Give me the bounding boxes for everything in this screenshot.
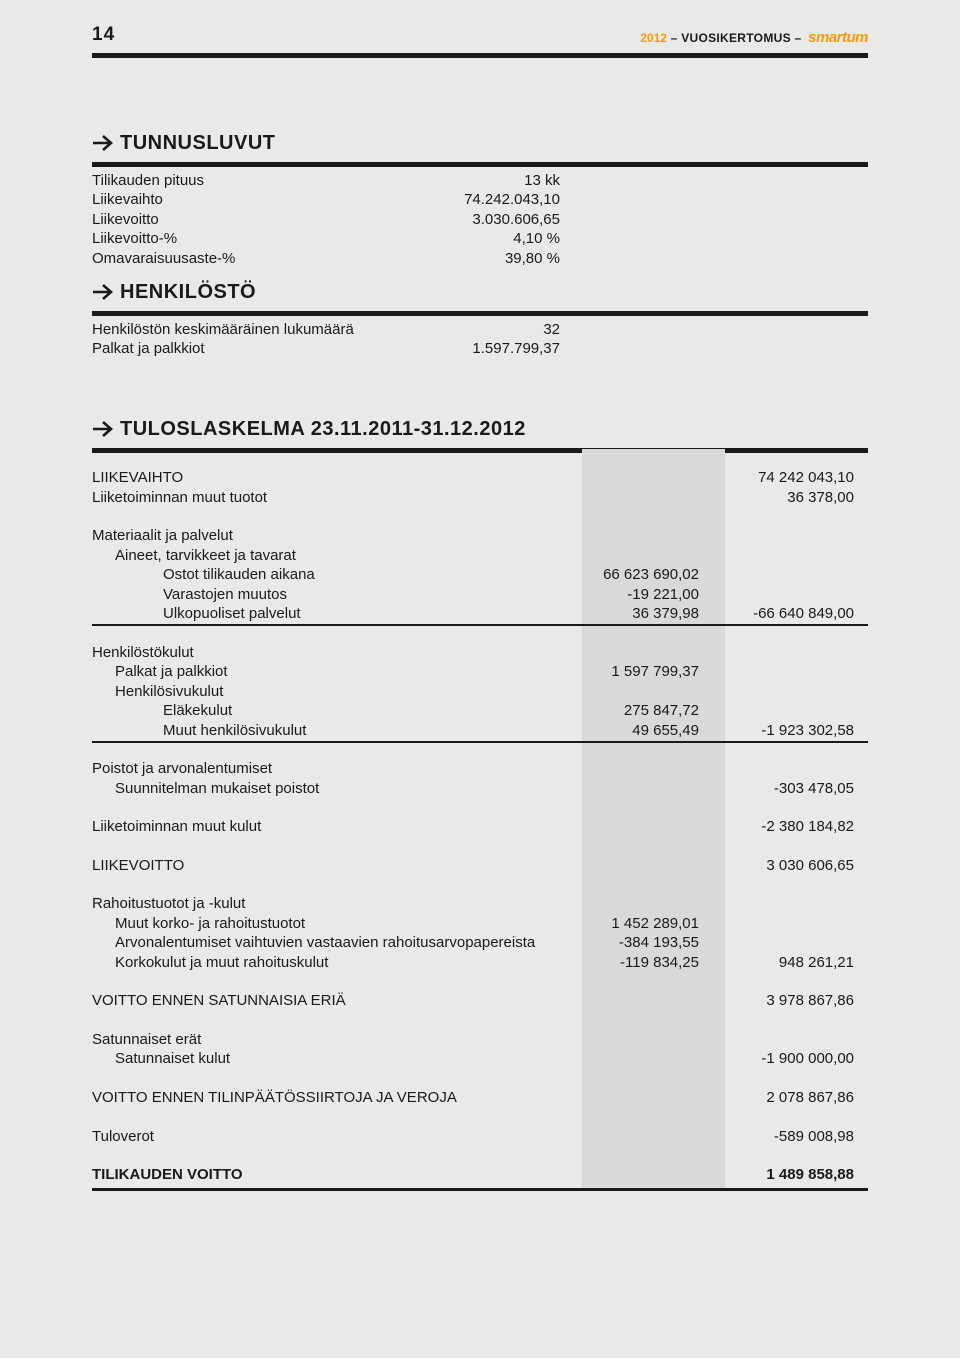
row-subtotal: 275 847,72 (623, 702, 699, 719)
kv-value: 13 kk (524, 172, 560, 189)
row-label: VOITTO ENNEN SATUNNAISIA ERIÄ (92, 992, 346, 1009)
row-total: -303 478,05 (773, 780, 854, 797)
table-row (92, 604, 868, 623)
table-row (92, 546, 868, 565)
row-total: 74 242 043,10 (758, 469, 854, 486)
section-divider (92, 741, 868, 743)
section-title (92, 132, 868, 154)
header-title: – VUOSIKERTOMUS – (666, 31, 806, 45)
row-subtotal: 36 379,98 (632, 605, 699, 622)
kv-value: 39,80 % (504, 249, 560, 267)
row-label: Materiaalit ja palvelut (92, 527, 233, 544)
table-row (92, 933, 868, 952)
table-row (92, 894, 868, 913)
row-label: Liiketoiminnan muut kulut (92, 818, 262, 835)
henkilosto-title: HENKILÖSTÖ (120, 280, 257, 303)
row-subtotal: -384 193,55 (618, 934, 699, 951)
row-total: 948 261,21 (778, 954, 854, 971)
row-label: TILIKAUDEN VOITTO (92, 1166, 243, 1183)
table-row (92, 526, 868, 545)
table-row (92, 1088, 868, 1107)
row-subtotal: 49 655,49 (632, 722, 699, 739)
row-subtotal: 1 597 799,37 (611, 663, 699, 680)
row-label: Liiketoiminnan muut tuotot (92, 489, 268, 506)
table-row (92, 1165, 868, 1184)
table-row (92, 953, 868, 972)
table-row (92, 701, 868, 720)
table-row (92, 488, 868, 507)
table-row (92, 1030, 868, 1049)
table-row (92, 682, 868, 701)
table-row (92, 468, 868, 487)
kv-row (92, 249, 560, 268)
row-total: -589 008,98 (773, 1128, 854, 1145)
row-subtotal: 66 623 690,02 (603, 566, 699, 583)
row-label: Satunnaiset kulut (115, 1050, 231, 1067)
header-year: 2012 (640, 31, 667, 45)
row-total: 2 078 867,86 (766, 1089, 854, 1106)
row-label: Muut korko- ja rahoitustuotot (115, 915, 306, 932)
row-total: -1 900 000,00 (761, 1050, 854, 1067)
row-label: Poistot ja arvonalentumiset (92, 760, 273, 777)
row-total: -66 640 849,00 (753, 605, 854, 622)
kv-value: 74.242.043,10 (464, 191, 560, 209)
smartum-logo: smartum (808, 29, 868, 46)
row-total: 3 978 867,86 (766, 992, 854, 1009)
row-label: Henkilösivukulut (115, 683, 224, 700)
henkilosto-list (92, 320, 560, 359)
header-rule (92, 53, 868, 58)
page-header (92, 22, 868, 50)
total-divider (92, 1188, 868, 1191)
kv-label: Liikevoitto-% (92, 230, 178, 248)
kv-row (92, 229, 560, 248)
row-label: VOITTO ENNEN TILINPÄÄTÖSSIIRTOJA JA VEROJA (92, 1089, 457, 1106)
row-label: Arvonalentumiset vaihtuvien vastaavien rahoitusarvopapereista (115, 934, 536, 951)
section-rule (92, 162, 868, 167)
row-total: -1 923 302,58 (761, 722, 854, 739)
section-title (92, 281, 868, 303)
section-title (92, 418, 868, 440)
kv-value: 4,10 % (513, 230, 560, 248)
kv-label: Omavaraisuusaste-% (92, 249, 236, 267)
row-subtotal: -119 834,25 (620, 954, 699, 971)
page-number: 14 (92, 24, 116, 45)
kv-row (92, 320, 560, 339)
section-tunnusluvut (92, 132, 868, 167)
section-divider (92, 624, 868, 626)
table-row (92, 1127, 868, 1146)
arrow-right-icon (92, 283, 114, 301)
kv-row (92, 339, 560, 358)
kv-value: 32 (543, 321, 560, 338)
arrow-right-icon (92, 134, 114, 152)
kv-label: Liikevaihto (92, 191, 163, 209)
tunnusluvut-title: TUNNUSLUVUT (120, 131, 276, 154)
arrow-right-icon (92, 420, 114, 438)
row-label: Korkokulut ja muut rahoituskulut (115, 954, 329, 971)
row-label: LIIKEVAIHTO (92, 469, 184, 486)
row-label: Henkilöstökulut (92, 644, 194, 661)
row-total: 36 378,00 (787, 489, 854, 506)
section-tuloslaskelma (92, 418, 868, 453)
row-label: Ulkopuoliset palvelut (163, 605, 301, 622)
kv-row (92, 190, 560, 209)
kv-label: Tilikauden pituus (92, 172, 205, 189)
table-row (92, 721, 868, 740)
row-label: Muut henkilösivukulut (163, 722, 307, 739)
table-row (92, 914, 868, 933)
row-label: Aineet, tarvikkeet ja tavarat (115, 547, 296, 564)
row-label: Eläkekulut (163, 702, 233, 719)
row-total: -2 380 184,82 (761, 818, 854, 835)
row-label: Palkat ja palkkiot (115, 663, 228, 680)
kv-value: 3.030.606,65 (472, 210, 560, 228)
row-label: Rahoitustuotot ja -kulut (92, 895, 246, 912)
table-row (92, 565, 868, 584)
kv-value: 1.597.799,37 (472, 340, 560, 358)
header-title-group (640, 29, 868, 46)
section-henkilosto (92, 281, 868, 316)
section-rule (92, 311, 868, 316)
table-row (92, 817, 868, 836)
kv-label: Liikevoitto (92, 210, 159, 228)
kv-label: Palkat ja palkkiot (92, 340, 205, 358)
row-label: Ostot tilikauden aikana (163, 566, 315, 583)
kv-row (92, 171, 560, 190)
row-label: Satunnaiset erät (92, 1031, 202, 1048)
kv-label: Henkilöstön keskimääräinen lukumäärä (92, 321, 354, 338)
table-row (92, 856, 868, 875)
row-total: 3 030 606,65 (766, 857, 854, 874)
row-label: Suunnitelman mukaiset poistot (115, 780, 320, 797)
table-row (92, 759, 868, 778)
row-subtotal: 1 452 289,01 (611, 915, 699, 932)
table-row (92, 779, 868, 798)
kv-row (92, 210, 560, 229)
row-subtotal: -19 221,00 (627, 586, 699, 603)
table-row (92, 662, 868, 681)
row-total: 1 489 858,88 (766, 1166, 854, 1183)
table-row (92, 991, 868, 1010)
table-row (92, 643, 868, 662)
row-label: Tuloverot (92, 1128, 154, 1145)
table-row (92, 585, 868, 604)
row-label: LIIKEVOITTO (92, 857, 185, 874)
table-row (92, 1049, 868, 1068)
section-rule (92, 448, 868, 453)
row-label: Varastojen muutos (163, 586, 287, 603)
tuloslaskelma-title: TULOSLASKELMA 23.11.2011-31.12.2012 (120, 417, 526, 440)
tunnusluvut-list (92, 171, 560, 268)
